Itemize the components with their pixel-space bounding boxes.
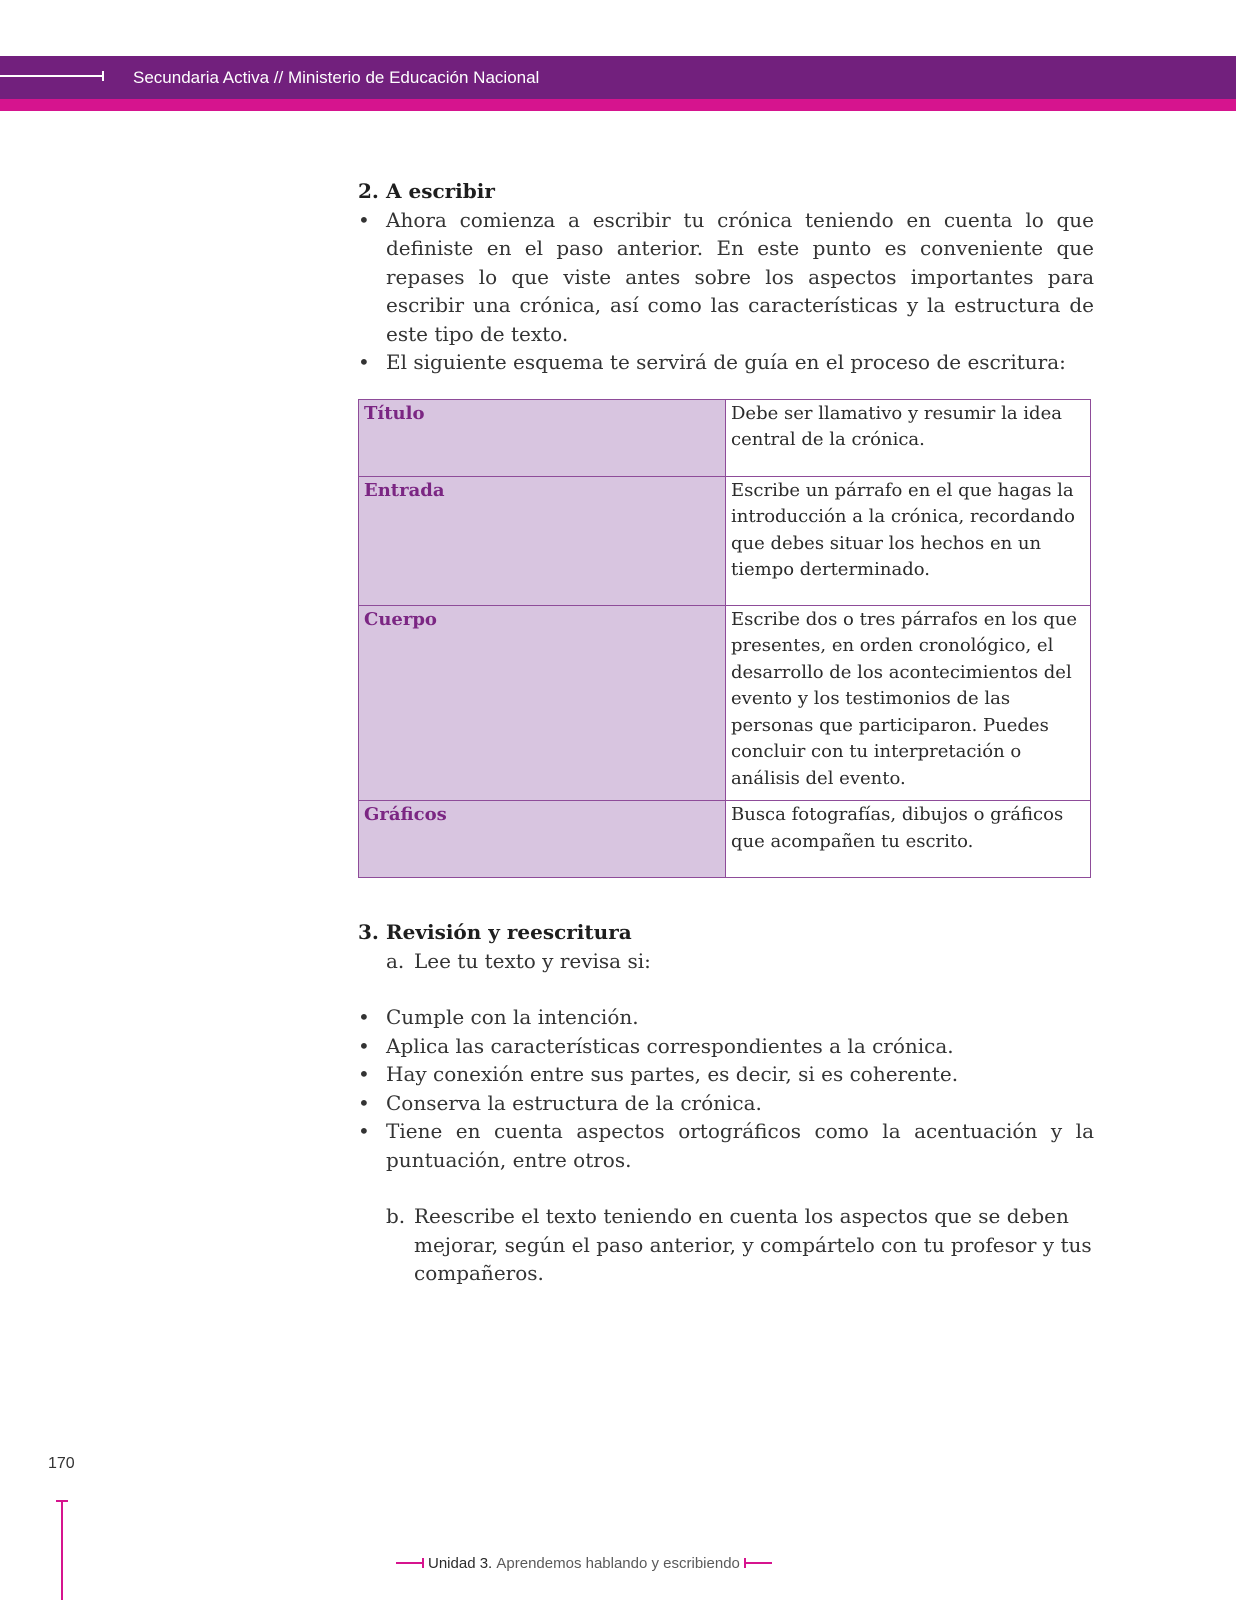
table-row bbox=[359, 476, 1091, 605]
row-description: Escribe un párrafo en el que hagas la introducción a la crónica, recordando que debes situar los hechos en un tiempo derterminado. bbox=[726, 476, 1091, 605]
sub-item-letter: a. bbox=[386, 948, 405, 973]
row-label: Entrada bbox=[359, 476, 726, 605]
sub-item-text: Lee tu texto y revisa si: bbox=[414, 948, 651, 973]
bullet-icon: • bbox=[358, 1005, 370, 1029]
bullet-icon: • bbox=[358, 350, 370, 374]
bullet-icon: • bbox=[358, 1033, 370, 1058]
header-decor-line bbox=[0, 75, 104, 77]
bullet-icon: • bbox=[358, 1119, 370, 1143]
table-row bbox=[359, 801, 1091, 878]
sub-item-text: Reescribe el texto teniendo en cuenta los aspectos que se deben mejorar, según el paso anterior, y compártelo con tu profesor y tus compañeros. bbox=[414, 1204, 1092, 1285]
row-label: Título bbox=[359, 399, 726, 476]
list-item bbox=[358, 348, 1094, 377]
sub-item-b bbox=[358, 1202, 1094, 1288]
footer-decor-left bbox=[396, 1558, 424, 1568]
list-item bbox=[358, 206, 1094, 349]
table-row bbox=[359, 605, 1091, 801]
footer-unit: Unidad 3. bbox=[428, 1554, 493, 1572]
list-item-text: Conserva la estructura de la crónica. bbox=[386, 1090, 762, 1115]
footer-side-tick bbox=[56, 1500, 68, 1502]
footer-side-line bbox=[61, 1500, 63, 1600]
bullet-icon: • bbox=[358, 1062, 370, 1086]
list-item bbox=[358, 1089, 1094, 1118]
header-decor-tick bbox=[102, 71, 104, 81]
table-row bbox=[359, 399, 1091, 476]
list-item-text: Cumple con la intención. bbox=[386, 1005, 639, 1029]
list-item bbox=[358, 1003, 1094, 1032]
list-item-text: Ahora comienza a escribir tu crónica teniendo en cuenta lo que definiste en el paso anterior. En este punto es conveniente que repases lo que viste antes sobre los aspectos importantes para escribir una crónica, así como las características y la estructura de este tipo de texto. bbox=[386, 207, 1094, 346]
row-description: Escribe dos o tres párrafos en los que presentes, en orden cronológico, el desarrollo de los acontecimientos del evento y los testimonios de las personas que participaron. Puedes concluir con tu interpretación o análisis del evento. bbox=[726, 605, 1091, 801]
footer-decor-right bbox=[744, 1558, 772, 1568]
footer-unit-label bbox=[396, 1552, 772, 1574]
header-title: Secundaria Activa // Ministerio de Educación Nacional bbox=[133, 68, 540, 87]
row-label: Cuerpo bbox=[359, 605, 726, 801]
row-description: Busca fotografías, dibujos o gráficos que acompañen tu escrito. bbox=[726, 801, 1091, 878]
list-item bbox=[358, 1117, 1094, 1174]
list-item-text: Tiene en cuenta aspectos ortográficos como la acentuación y la puntuación, entre otros. bbox=[386, 1119, 1094, 1172]
section-2-number: 2. bbox=[358, 179, 379, 203]
section-2-heading bbox=[358, 177, 1094, 206]
row-description: Debe ser llamativo y resumir la idea central de la crónica. bbox=[726, 399, 1091, 476]
bullet-icon: • bbox=[358, 1090, 370, 1115]
footer-unit-title: Aprendemos hablando y escribiendo bbox=[496, 1554, 740, 1572]
section-2-title: A escribir bbox=[386, 179, 495, 203]
bullet-icon: • bbox=[358, 207, 370, 232]
sub-item-letter: b. bbox=[386, 1204, 406, 1228]
list-item-text: El siguiente esquema te servirá de guía en el proceso de escritura: bbox=[386, 350, 1066, 374]
row-label: Gráficos bbox=[359, 801, 726, 878]
section-3-heading bbox=[358, 918, 1094, 947]
page-number: 170 bbox=[48, 1455, 75, 1472]
section-3-number: 3. bbox=[358, 920, 379, 944]
list-item-text: Hay conexión entre sus partes, es decir, si es coherente. bbox=[386, 1062, 959, 1086]
sub-item-a bbox=[358, 947, 1094, 976]
list-item-text: Aplica las características correspondientes a la crónica. bbox=[386, 1033, 954, 1058]
header-stripe bbox=[0, 99, 1236, 111]
list-item bbox=[358, 1032, 1094, 1061]
list-item bbox=[358, 1060, 1094, 1089]
main-content bbox=[358, 177, 1094, 1288]
section-3-title: Revisión y reescritura bbox=[386, 920, 632, 944]
chronicle-scheme-table bbox=[358, 399, 1091, 879]
